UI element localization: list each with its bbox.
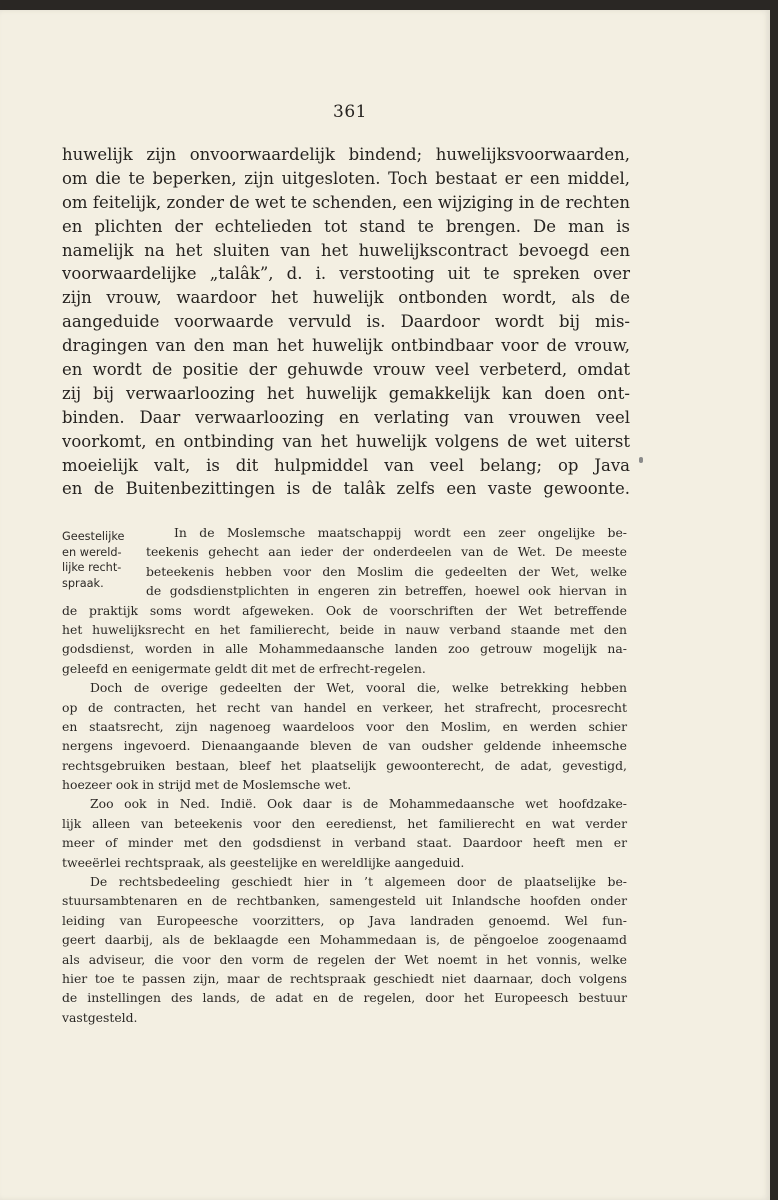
page-number: 361 bbox=[333, 102, 367, 122]
text-line: In de Moslemsche maatschappij wordt een zeer ongelijke be- bbox=[174, 525, 627, 540]
text-line: hoezeer ook in strijd met de Moslemsche wet. bbox=[62, 777, 352, 793]
margin-note-line: lijke recht- bbox=[62, 561, 122, 575]
text-line: teekenis gehecht aan ieder der onderdeelen van de Wet. De meeste bbox=[146, 544, 627, 560]
text-line: binden. Daar verwaarloozing en verlating van vrouwen veel bbox=[62, 407, 630, 427]
text-line: dragingen van den man het huwelijk ontbindbaar voor de vrouw, bbox=[62, 336, 630, 356]
text-line: vastgesteld. bbox=[62, 1009, 138, 1025]
text-line: geert daarbij, als de beklaagde een Mohammedaan is, de pĕngoeloe zoogenaamd bbox=[62, 932, 627, 948]
text-line: aangeduide voorwaarde vervuld is. Daardoor wordt bij mis- bbox=[62, 312, 630, 332]
text-line: en wordt de positie der gehuwde vrouw veel verbeterd, omdat bbox=[62, 360, 630, 380]
text-line: huwelijk zijn onvoorwaardelijk bindend; huwelijksvoorwaarden, bbox=[62, 145, 630, 164]
text-line: voorwaardelijke „talâk”, d. i. verstooting uit te spreken over bbox=[62, 264, 630, 284]
text-line: de praktijk soms wordt afgeweken. Ook de voorschriften der Wet betreffende bbox=[62, 602, 627, 618]
text-line: leiding van Europeesche voorzitters, op Java landraden genoemd. Wel fun- bbox=[62, 912, 627, 928]
text-line: meer of minder met den godsdienst in verband staat. Daardoor heeft men er bbox=[62, 835, 627, 851]
margin-note-line: Geestelijke bbox=[62, 530, 125, 543]
margin-note-line: en wereld- bbox=[62, 545, 122, 559]
text-line: en staatsrecht, zijn nagenoeg waardeloos voor den Moslim, en werden schier bbox=[62, 718, 627, 734]
text-line: zijn vrouw, waardoor het huwelijk ontbonden wordt, als de bbox=[62, 288, 630, 308]
text-line: Zoo ook in Ned. Indië. Ook daar is de Mohammedaansche wet hoofdzake- bbox=[90, 796, 627, 812]
text-line: stuursambtenaren en de rechtbanken, samengesteld uit Inlandsche hoofden onder bbox=[62, 893, 627, 909]
text-line: hier toe te passen zijn, maar de rechtspraak geschiedt niet daarnaar, doch volgens bbox=[62, 970, 627, 986]
text-line: De rechtsbedeeling geschiedt hier in ’t algemeen door de plaatselijke be- bbox=[90, 874, 627, 890]
book-page bbox=[0, 10, 770, 1200]
text-line: de instellingen des lands, de adat en de regelen, door het Europeesch bestuur bbox=[62, 990, 627, 1006]
text-line: nergens ingevoerd. Dienaangaande bleven de van oudsher geldende inheemsche bbox=[62, 738, 627, 754]
text-line: het huwelijksrecht en het familierecht, beide in nauw verband staande met den bbox=[62, 621, 627, 637]
text-line: beteekenis hebben voor den Moslim die gedeelten der Wet, welke bbox=[146, 563, 627, 579]
text-line: namelijk na het sluiten van het huwelijkscontract bevoegd een bbox=[62, 240, 630, 260]
text-line: en plichten der echtelieden tot stand te brengen. De man is bbox=[62, 216, 630, 236]
text-line: moeielijk valt, is dit hulpmiddel van veel belang; op Java bbox=[62, 455, 630, 475]
text-line: als adviseur, die voor den vorm de regelen der Wet noemt in het vonnis, welke bbox=[62, 951, 627, 967]
text-line: lijk alleen van beteekenis voor den eeredienst, het familierecht en wat verder bbox=[62, 815, 627, 831]
text-line: geleefd en eenigermate geldt dit met de erfrecht-regelen. bbox=[62, 660, 426, 676]
main-text-block bbox=[62, 143, 630, 501]
text-line: de godsdienstplichten in engeren zin betreffen, hoewel ook hiervan in bbox=[146, 583, 627, 599]
text-line: Doch de overige gedeelten der Wet, vooral die, welke betrekking hebben bbox=[90, 680, 627, 696]
ink-speck bbox=[639, 457, 643, 463]
text-line: op de contracten, het recht van handel en verkeer, het strafrecht, procesrecht bbox=[62, 699, 627, 715]
text-line: rechtsgebruiken bestaan, bleef het plaatselijk gewoonterecht, de adat, gevestigd, bbox=[62, 757, 627, 773]
text-line: en de Buitenbezittingen is de talâk zelfs een vaste gewoonte. bbox=[62, 479, 630, 499]
text-line: zij bij verwaarloozing het huwelijk gemakkelijk kan doen ont- bbox=[62, 383, 630, 403]
text-line: om feitelijk, zonder de wet te schenden, een wijziging in de rechten bbox=[62, 192, 630, 212]
small-print-section bbox=[62, 523, 627, 1027]
margin-note-line: spraak. bbox=[62, 577, 104, 591]
text-line: om die te beperken, zijn uitgesloten. Toch bestaat er een middel, bbox=[62, 168, 630, 188]
text-line: tweeërlei rechtspraak, als geestelijke en wereldlijke aangeduid. bbox=[62, 854, 465, 870]
text-line: voorkomt, en ontbinding van het huwelijk volgens de wet uiterst bbox=[62, 431, 630, 451]
text-line: godsdienst, worden in alle Mohammedaansche landen zoo getrouw mogelijk na- bbox=[62, 641, 627, 657]
